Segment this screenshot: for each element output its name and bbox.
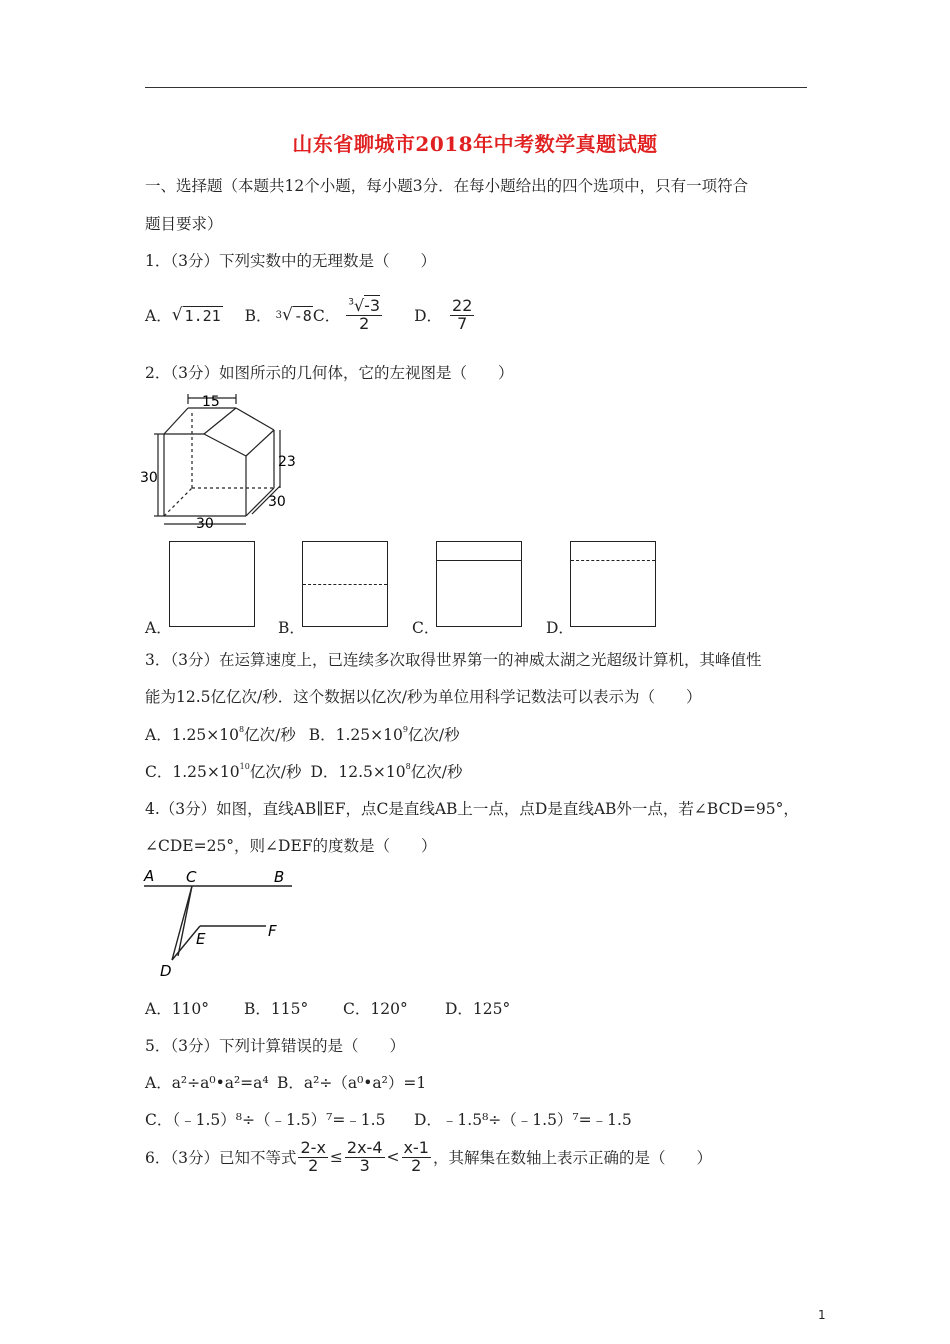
q3-option-c-exp: 10 [239,762,250,771]
q4-label-d: D [160,962,172,980]
q1-option-a-radicand: 1.21 [184,306,221,325]
q4-stem-line1: 4.（3分）如图，直线AB∥EF，点C是直线AB上一点，点D是直线AB外一点，若∠BCD=95°， [145,800,799,818]
q3-option-d-base: 12.5×10 [338,763,406,781]
section-heading-line2: 题目要求） [145,215,223,233]
q5-option-d: D．﹣1.5⁸÷（﹣1.5）⁷=﹣1.5 [414,1111,632,1129]
q4-label-a: A [144,867,155,885]
q3-option-b-unit: 亿次/秒 [407,726,460,744]
q1-option-b-radicand: -8 [293,306,312,325]
hidden-edge-dashed [571,560,655,561]
q3-option-a-exp: 8 [238,725,245,734]
q1-option-c-fraction [346,298,382,333]
q6-fraction-2-den: 3 [359,1155,370,1175]
q2-option-d-view [570,541,656,627]
q2-dim-bottom: 30 [196,516,214,532]
q6-op-1: ≤ [329,1148,343,1167]
q3-stem-line1: 3．（3分）在运算速度上，已连续多次取得世界第一的神威太湖之光超级计算机，其峰值性 [145,651,762,669]
q1-options [145,298,476,333]
q1-option-c-label: C． [312,307,341,326]
q1-option-c-radicand: -3 [364,296,381,315]
q4-label-b: B [274,868,285,886]
q3-option-c-label: C． [145,763,173,781]
q6-fraction-2-num: 2x-4 [346,1138,383,1157]
q3-option-c-base: 1.25×10 [172,763,240,781]
q2-option-a-view [169,541,255,627]
q4-stem-line2: ∠CDE=25°，则∠DEF的度数是（ ） [145,837,437,855]
hidden-edge-dashed [303,584,387,585]
q1-option-c-denominator: 2 [359,313,370,333]
q2-dim-top: 15 [202,394,220,410]
radical-icon: √ [281,305,293,326]
q1-option-d-label: D． [414,307,443,326]
q3-option-d-label: D． [310,763,339,781]
q6-fraction-3 [402,1140,431,1175]
q1-stem: 1．（3分）下列实数中的无理数是（ ） [145,252,436,270]
q3-option-b-label: B． [308,726,336,744]
q4-option-a: A．110° [145,1000,210,1018]
q2-option-d-label: D． [546,619,574,637]
q2-option-c-view [436,541,522,627]
q4-option-d: D．125° [445,1000,511,1018]
q5-option-c: C．（﹣1.5）⁸÷（﹣1.5）⁷=﹣1.5 [145,1111,386,1129]
q3-option-a-label: A． [145,726,172,744]
q3-option-b-exp: 9 [402,725,408,734]
q3-option-d-exp: 8 [405,762,411,771]
q2-option-b-label: B． [278,619,305,637]
q3-options-row2 [145,760,462,782]
q4-label-f: F [268,922,277,940]
q2-solid-figure [140,392,300,532]
q2-stem: 2．（3分）如图所示的几何体，它的左视图是（ ） [145,364,514,382]
q2-option-b-view [302,541,388,627]
q1-option-d-numerator: 22 [452,296,473,315]
q3-option-a-base: 1.25×10 [171,726,239,744]
q1-option-c-index: 3 [348,297,354,308]
q1-option-d-denominator: 7 [457,313,468,333]
q6-stem [145,1140,712,1175]
header-rule [145,87,807,88]
q4-figure [140,864,300,982]
page-title: 山东省聊城市2018年中考数学真题试题 [292,132,658,156]
q5-option-a: A．a²÷a⁰•a²=a⁴ [145,1074,269,1092]
q6-fraction-1 [298,1140,327,1175]
page-number: 1 [818,1308,826,1322]
q6-fraction-3-num: x-1 [403,1138,429,1157]
q2-dim-depth: 30 [268,494,286,510]
q1-option-d-fraction [450,298,474,333]
q4-label-c: C [186,868,197,886]
radical-icon: √ [171,305,183,326]
q5-stem: 5．（3分）下列计算错误的是（ ） [145,1037,405,1055]
q6-fraction-2 [345,1140,385,1175]
q2-option-a-label: A． [145,619,172,637]
q3-options-row1 [145,723,460,745]
q6-fraction-1-den: 2 [308,1155,319,1175]
q5-option-b: B．a²÷（a⁰•a²）=1 [277,1074,427,1092]
q3-option-a-unit: 亿次/秒 [244,726,296,744]
q6-stem-prefix: 6．（3分）已知不等式 [145,1149,297,1168]
q6-stem-suffix: ，其解集在数轴上表示正确的是（ ） [432,1149,712,1168]
q3-stem-line2: 能为12.5亿亿次/秒．这个数据以亿次/秒为单位用科学记数法可以表示为（ ） [145,688,702,706]
q1-option-b-index: 3 [275,309,282,321]
q3-option-d-unit: 亿次/秒 [410,763,463,781]
q1-option-a-label: A． [145,307,172,326]
q2-dim-right: 23 [278,454,296,470]
q4-option-b: B．115° [244,1000,309,1018]
q1-option-b-label: B． [244,307,272,326]
q6-op-2: < [386,1148,400,1167]
q2-option-c-label: C． [412,619,440,637]
q3-option-b-base: 1.25×10 [335,726,403,744]
q4-option-c: C．120° [343,1000,408,1018]
q4-label-e: E [196,930,206,948]
q6-fraction-1-num: 2-x [300,1138,326,1157]
q2-dim-left: 30 [140,470,158,486]
q6-fraction-3-den: 2 [411,1155,422,1175]
q3-option-c-unit: 亿次/秒 [249,763,302,781]
section-heading-line1: 一、选择题（本题共12个小题，每小题3分．在每小题给出的四个选项中，只有一项符合 [145,177,749,195]
visible-edge [437,560,521,561]
radical-icon: √ [353,296,365,315]
